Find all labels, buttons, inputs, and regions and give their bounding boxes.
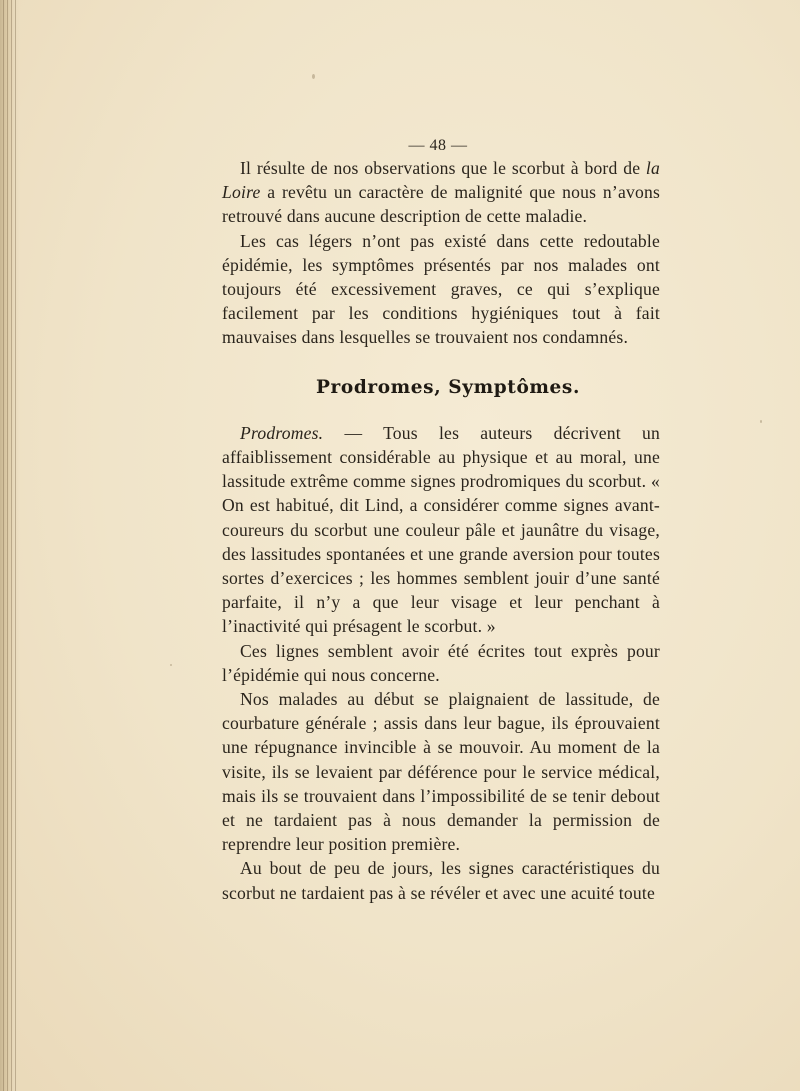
binding-line xyxy=(11,0,12,1091)
paragraph-intro-start: Il résulte de nos observations que le scorbut à bord de xyxy=(240,158,646,178)
paragraph-conditions: Les cas légers n’ont pas existé dans cette redoutable épidémie, les symptômes présentés par nos malades ont toujours été excessivement graves, ce qui s’explique facilement par les conditions hygiéniques tout à fait mauvaises dans lesquelles se trouvaient nos condamnés. xyxy=(222,230,660,348)
binding-line xyxy=(3,0,4,1091)
paragraph-prodromes xyxy=(222,421,660,639)
paragraph-epidemic: Ces lignes semblent avoir été écrites tout exprès pour l’épidémie qui nous concerne. xyxy=(222,640,660,685)
section-heading: Prodromes, Symptômes. xyxy=(316,376,580,398)
body-text xyxy=(222,134,660,905)
paragraph-intro-end: a revêtu un caractère de malignité que nous n’avons retrouvé dans aucune description de cette maladie. xyxy=(222,182,660,227)
paragraph-signs: Au bout de peu de jours, les signes caractéristiques du scorbut ne tardaient pas à se révéler et avec une acuité toute xyxy=(222,858,660,903)
paper-speck xyxy=(312,74,315,79)
binding-line xyxy=(7,0,8,1091)
page-binding-edge xyxy=(0,0,20,1091)
prodromes-label: Prodromes. xyxy=(240,422,324,443)
paper-speck xyxy=(170,664,172,666)
binding-line xyxy=(15,0,16,1091)
ship-name: la Loire xyxy=(222,158,660,203)
paragraph-symptoms-onset: Nos malades au début se plaignaient de lassitude, de courbature générale ; assis dans leur bague, ils éprouvaient une répugnance invincible à se mouvoir. Au moment de la visite, ils se levaient par déférence pour le service médical, mais ils se trouvaient dans l’impossibilité de se tenir debout et ne tardaient pas à nous demander la permission de reprendre leur position première. xyxy=(222,689,660,855)
paragraph-intro xyxy=(222,156,660,229)
paper-speck xyxy=(760,420,762,423)
prodromes-text: — Tous les auteurs décrivent un affaiblissement considérable au physique et au moral, une lassitude extrême comme signes prodromiques du scorbut. « On est habitué, dit Lind, a considérer comme signes avant-coureurs du scorbut une couleur pâle et jaunâtre du visage, des lassitudes spontanées et une grande aversion pour toutes sortes d’exercices ; les hommes semblent jouir d’une santé parfaite, il n’y a que leur visage et leur penchant à l’inactivité qui présagent le scorbut. » xyxy=(222,422,660,637)
page-number: — 48 — xyxy=(408,137,468,154)
